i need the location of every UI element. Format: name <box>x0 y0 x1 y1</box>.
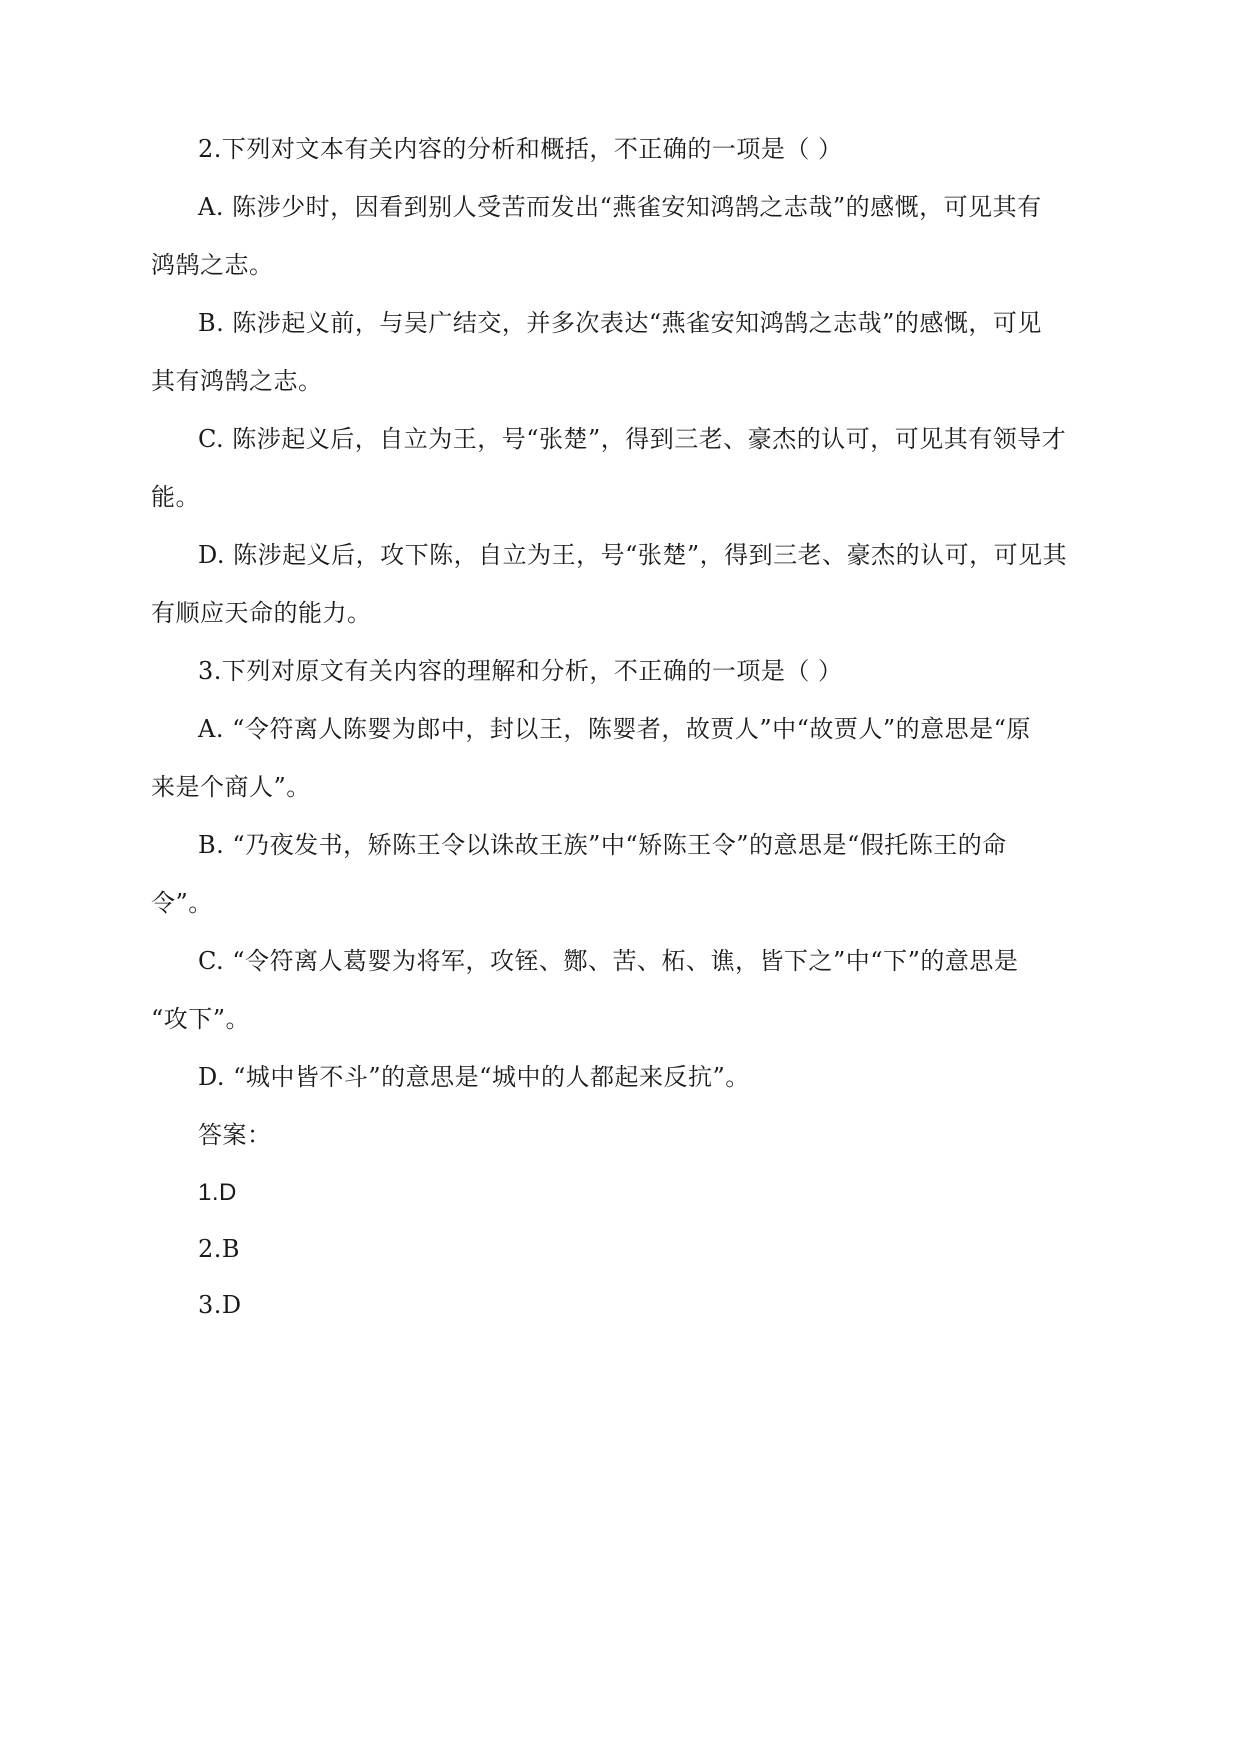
question-3-option-d-line1: D. “城中皆不斗”的意思是“城中的人都起来反抗”。 <box>198 1063 750 1091</box>
question-2-option-a-line1: A. 陈涉少时，因看到别人受苦而发出“燕雀安知鸿鹄之志哉”的感慨，可见其有 <box>198 193 1042 221</box>
answer-2: 2.B <box>198 1235 241 1263</box>
question-3-stem: 3.下列对原文有关内容的理解和分析，不正确的一项是（ ） <box>198 657 843 685</box>
question-3-option-a-line1: A. “令符离人陈婴为郎中，封以王，陈婴者，故贾人”中“故贾人”的意思是“原 <box>198 715 1031 743</box>
question-2-option-c-line2: 能。 <box>151 483 200 511</box>
question-2-option-b-line1: B. 陈涉起义前，与吴广结交，并多次表达“燕雀安知鸿鹄之志哉”的感慨，可见 <box>198 309 1042 337</box>
answer-1: 1.D <box>198 1179 237 1206</box>
question-2-option-d-line2: 有顺应天命的能力。 <box>151 599 372 627</box>
question-3-option-b-line2: 令”。 <box>151 889 213 917</box>
question-2-option-c-line1: C. 陈涉起义后，自立为王，号“张楚”，得到三老、豪杰的认可，可见其有领导才 <box>198 425 1067 453</box>
answers-heading: 答案： <box>198 1121 272 1149</box>
question-2-option-a-line2: 鸿鹄之志。 <box>151 251 274 279</box>
question-3-option-c-line1: C. “令符离人葛婴为将军，攻铚、酂、苦、柘、谯，皆下之”中“下”的意思是 <box>198 947 1019 975</box>
question-3-option-b-line1: B. “乃夜发书，矫陈王令以诛故王族”中“矫陈王令”的意思是“假托陈王的命 <box>198 831 1007 859</box>
question-3-option-c-line2: “攻下”。 <box>151 1005 251 1033</box>
question-2-option-b-line2: 其有鸿鹄之志。 <box>151 367 323 395</box>
question-2-option-d-line1: D. 陈涉起义后，攻下陈，自立为王，号“张楚”，得到三老、豪杰的认可，可见其 <box>198 541 1068 569</box>
question-2-stem: 2.下列对文本有关内容的分析和概括，不正确的一项是（ ） <box>198 135 843 163</box>
question-3-option-a-line2: 来是个商人”。 <box>151 773 311 801</box>
answer-3: 3.D <box>198 1291 242 1319</box>
